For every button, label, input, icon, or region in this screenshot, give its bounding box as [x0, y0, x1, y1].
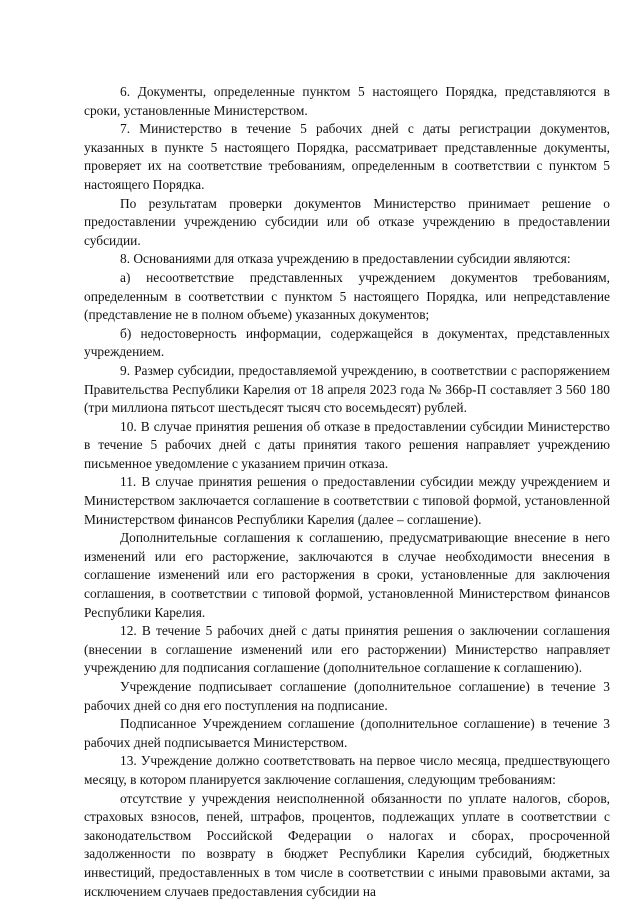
paragraph-13: 13. Учреждение должно соответствовать на первое число месяца, предшествующего месяцу, в котором планируется заключение соглашения, следующим требованиям:: [84, 753, 610, 787]
paragraph-12: 12. В течение 5 рабочих дней с даты принятия решения о заключении соглашения (внесении в соглашение изменений или его расторжении) Министерство направляет учреждению для подписания соглашение (дополнительное соглашение к соглашению).: [84, 623, 610, 676]
paragraph-11: 11. В случае принятия решения о предоставлении субсидии между учреждением и Министерством заключается соглашение в соответствии с типовой формой, установленной Министерством финансов Республики Карелия (далее – соглашение).: [84, 474, 610, 527]
paragraph-institution-signs: Учреждение подписывает соглашение (дополнительное соглашение) в течение 3 рабочих дней со дня его поступления на подписание.: [84, 679, 610, 713]
paragraph-requirement-no-debt: отсутствие у учреждения неисполненной обязанности по уплате налогов, сборов, страховых взносов, пеней, штрафов, процентов, подлежащих уплате в соответствии с законодательством Российской Федерации о налогах и сборах, просроченной задолженности по возврату в бюджет Республики Карелия субсидий, бюджетных инвестиций, предоставленных в том числе в соответствии с иными правовыми актами, за исключением случаев предоставления субсидии на: [84, 790, 610, 899]
paragraph-7: 7. Министерство в течение 5 рабочих дней с даты регистрации документов, указанных в пункте 5 настоящего Порядка, рассматривает представленные документы, проверяет их на соответствие требованиям, определенным в соответствии с пунктом 5 настоящего Порядка.: [84, 121, 610, 192]
paragraph-additional-agreements: Дополнительные соглашения к соглашению, предусматривающие внесение в него изменений или его расторжение, заключаются в случае необходимости внесения в соглашение изменений или его расторжения в сроки, установленные для заключения соглашения, в соответствии с типовой формой, установленной Министерством финансов Республики Карелия.: [84, 530, 610, 620]
paragraph-8-b: б) недостоверность информации, содержащейся в документах, представленных учреждением.: [84, 325, 610, 360]
paragraph-8-a: а) несоответствие представленных учреждением документов требованиям, определенным в соответствии с пунктом 5 настоящего Порядка, или непредставление (представление не в полном объеме) указанных документов;: [84, 269, 610, 323]
paragraph-8: 8. Основаниями для отказа учреждению в предоставлении субсидии являются:: [120, 251, 571, 267]
paragraph-10: 10. В случае принятия решения об отказе в предоставлении субсидии Министерство в течение 5 рабочих дней с даты принятия такого решения направляет учреждению письменное уведомление с указанием причин отказа.: [84, 418, 610, 471]
paragraph-ministry-signs: Подписанное Учреждением соглашение (дополнительное соглашение) в течение 3 рабочих дней подписывается Министерством.: [84, 716, 610, 750]
paragraph-9: 9. Размер субсидии, предоставляемой учреждению, в соответствии с распоряжением Правительства Республики Карелия от 18 апреля 2023 года № 366р-П составляет 3 560 180 (три миллиона пятьсот шестьдесят тысяч сто восемьдесят) рублей.: [84, 362, 610, 416]
paragraph-review-result: По результатам проверки документов Министерство принимает решение о предоставлении учреждению субсидии или об отказе учреждению в предоставлении субсидии.: [84, 195, 610, 248]
paragraph-6: 6. Документы, определенные пунктом 5 настоящего Порядка, представляются в сроки, установленные Министерством.: [84, 84, 610, 118]
